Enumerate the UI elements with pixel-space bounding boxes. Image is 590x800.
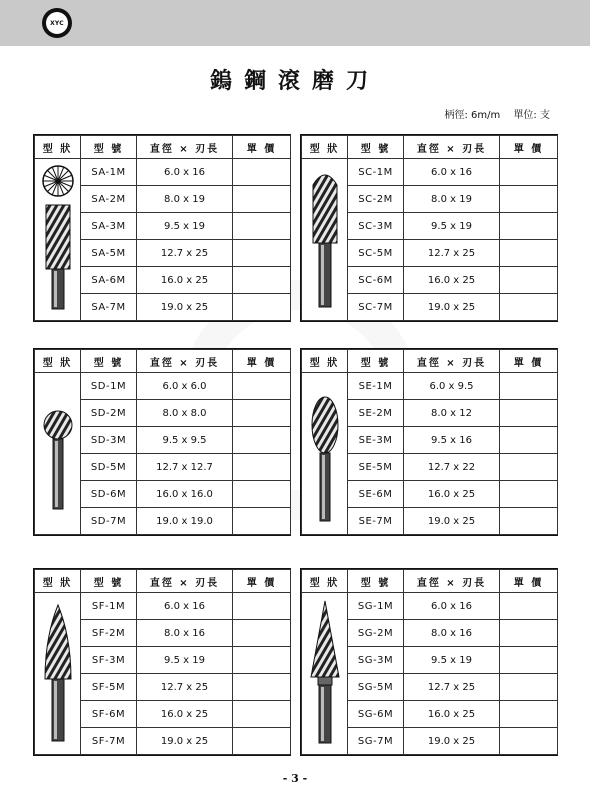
size-cell: 9.5 x 16 — [404, 427, 500, 454]
price-cell — [500, 481, 558, 508]
model-cell: SD-2M — [81, 400, 137, 427]
page-number: - 3 - — [282, 772, 308, 785]
size-cell: 12.7 x 12.7 — [137, 454, 233, 481]
model-cell: SC-5M — [348, 240, 404, 267]
table-row — [302, 373, 558, 400]
model-cell: SA-5M — [81, 240, 137, 267]
price-cell — [233, 267, 291, 294]
size-cell: 8.0 x 19 — [404, 186, 500, 213]
size-cell: 12.7 x 25 — [137, 240, 233, 267]
model-cell: SD-7M — [81, 508, 137, 535]
model-cell: SG-6M — [348, 701, 404, 728]
size-cell: 8.0 x 16 — [404, 620, 500, 647]
col-header-price: 單 價 — [233, 570, 291, 593]
model-cell: SC-6M — [348, 267, 404, 294]
price-cell — [233, 647, 291, 674]
size-cell: 16.0 x 25 — [404, 701, 500, 728]
size-cell: 8.0 x 16 — [137, 620, 233, 647]
price-cell — [500, 508, 558, 535]
model-cell: SG-2M — [348, 620, 404, 647]
logo-text: XYC — [46, 12, 68, 34]
model-cell: SF-7M — [81, 728, 137, 755]
price-cell — [500, 701, 558, 728]
price-cell — [233, 213, 291, 240]
price-cell — [233, 400, 291, 427]
size-cell: 19.0 x 25 — [137, 728, 233, 755]
col-header-shape: 型 狀 — [302, 570, 348, 593]
model-cell: SG-1M — [348, 593, 404, 620]
col-header-shape: 型 狀 — [35, 350, 81, 373]
spec-table — [34, 569, 291, 755]
price-cell — [500, 674, 558, 701]
model-cell: SA-3M — [81, 213, 137, 240]
size-cell: 9.5 x 19 — [404, 213, 500, 240]
col-header-model: 型 號 — [348, 350, 404, 373]
price-cell — [500, 294, 558, 321]
model-cell: SG-5M — [348, 674, 404, 701]
price-cell — [233, 728, 291, 755]
price-cell — [233, 427, 291, 454]
size-cell: 9.5 x 19 — [404, 647, 500, 674]
panel-sc — [300, 134, 558, 322]
table-row — [302, 159, 558, 186]
ball-burr-icon — [35, 373, 81, 535]
col-header-model: 型 號 — [81, 350, 137, 373]
spec-table — [301, 569, 558, 755]
panel-sd — [33, 348, 291, 536]
panel-sg — [300, 568, 558, 756]
model-cell: SE-6M — [348, 481, 404, 508]
price-cell — [500, 728, 558, 755]
model-cell: SC-3M — [348, 213, 404, 240]
size-cell: 12.7 x 22 — [404, 454, 500, 481]
model-cell: SE-2M — [348, 400, 404, 427]
table-row — [302, 593, 558, 620]
size-cell: 9.5 x 9.5 — [137, 427, 233, 454]
model-cell: SD-1M — [81, 373, 137, 400]
size-cell: 19.0 x 25 — [137, 294, 233, 321]
cylinder-burr-icon — [35, 159, 81, 321]
price-cell — [233, 186, 291, 213]
price-cell — [500, 593, 558, 620]
size-cell: 6.0 x 16 — [404, 593, 500, 620]
col-header-size: 直徑 × 刃長 — [137, 570, 233, 593]
price-cell — [500, 213, 558, 240]
round-end-cylinder-burr-icon — [302, 159, 348, 321]
col-header-size: 直徑 × 刃長 — [137, 350, 233, 373]
panel-sa — [33, 134, 291, 322]
col-header-model: 型 號 — [348, 570, 404, 593]
col-header-shape: 型 狀 — [302, 136, 348, 159]
size-cell: 16.0 x 25 — [137, 701, 233, 728]
model-cell: SC-1M — [348, 159, 404, 186]
price-cell — [233, 674, 291, 701]
size-cell: 19.0 x 25 — [404, 508, 500, 535]
model-cell: SD-3M — [81, 427, 137, 454]
model-cell: SF-6M — [81, 701, 137, 728]
size-cell: 19.0 x 19.0 — [137, 508, 233, 535]
model-cell: SA-6M — [81, 267, 137, 294]
size-cell: 6.0 x 9.5 — [404, 373, 500, 400]
brand-logo-icon — [42, 8, 72, 38]
price-cell — [500, 373, 558, 400]
model-cell: SF-2M — [81, 620, 137, 647]
col-header-model: 型 號 — [348, 136, 404, 159]
size-cell: 8.0 x 8.0 — [137, 400, 233, 427]
price-cell — [233, 159, 291, 186]
model-cell: SF-1M — [81, 593, 137, 620]
col-header-price: 單 價 — [233, 350, 291, 373]
price-cell — [500, 427, 558, 454]
header-band — [0, 0, 590, 46]
price-cell — [233, 240, 291, 267]
unit-label: 單位: 支 — [513, 110, 550, 121]
size-cell: 6.0 x 6.0 — [137, 373, 233, 400]
size-cell: 16.0 x 16.0 — [137, 481, 233, 508]
model-cell: SG-7M — [348, 728, 404, 755]
col-header-shape: 型 狀 — [35, 136, 81, 159]
table-row — [35, 593, 291, 620]
size-cell: 12.7 x 25 — [137, 674, 233, 701]
size-cell: 12.7 x 25 — [404, 674, 500, 701]
table-row — [35, 373, 291, 400]
col-header-size: 直徑 × 刃長 — [137, 136, 233, 159]
spec-table — [34, 349, 291, 535]
size-cell: 9.5 x 19 — [137, 647, 233, 674]
col-header-size: 直徑 × 刃長 — [404, 350, 500, 373]
spec-table — [301, 135, 558, 321]
price-cell — [233, 593, 291, 620]
price-cell — [500, 620, 558, 647]
price-cell — [500, 186, 558, 213]
col-header-model: 型 號 — [81, 136, 137, 159]
tree-radius-burr-icon — [35, 593, 81, 755]
size-cell: 9.5 x 19 — [137, 213, 233, 240]
model-cell: SD-6M — [81, 481, 137, 508]
size-cell: 16.0 x 25 — [404, 481, 500, 508]
model-cell: SE-5M — [348, 454, 404, 481]
col-header-price: 單 價 — [500, 350, 558, 373]
size-cell: 8.0 x 19 — [137, 186, 233, 213]
size-cell: 6.0 x 16 — [404, 159, 500, 186]
model-cell: SD-5M — [81, 454, 137, 481]
page-title: 鎢鋼滾磨刀 — [209, 69, 380, 94]
size-cell: 12.7 x 25 — [404, 240, 500, 267]
price-cell — [233, 481, 291, 508]
model-cell: SC-7M — [348, 294, 404, 321]
price-cell — [233, 294, 291, 321]
table-row — [35, 159, 291, 186]
price-cell — [500, 240, 558, 267]
model-cell: SF-5M — [81, 674, 137, 701]
model-cell: SE-7M — [348, 508, 404, 535]
size-cell: 19.0 x 25 — [404, 294, 500, 321]
col-header-model: 型 號 — [81, 570, 137, 593]
shank-note: 柄徑: 6m/m — [444, 110, 501, 121]
price-cell — [233, 454, 291, 481]
price-cell — [233, 508, 291, 535]
spec-table — [34, 135, 291, 321]
unit-note — [444, 106, 550, 121]
price-cell — [233, 620, 291, 647]
col-header-size: 直徑 × 刃長 — [404, 570, 500, 593]
col-header-price: 單 價 — [233, 136, 291, 159]
col-header-size: 直徑 × 刃長 — [404, 136, 500, 159]
col-header-shape: 型 狀 — [302, 350, 348, 373]
size-cell: 6.0 x 16 — [137, 593, 233, 620]
oval-burr-icon — [302, 373, 348, 535]
model-cell: SE-3M — [348, 427, 404, 454]
size-cell: 16.0 x 25 — [137, 267, 233, 294]
price-cell — [500, 400, 558, 427]
size-cell: 16.0 x 25 — [404, 267, 500, 294]
panel-se — [300, 348, 558, 536]
model-cell: SA-7M — [81, 294, 137, 321]
col-header-price: 單 價 — [500, 136, 558, 159]
model-cell: SF-3M — [81, 647, 137, 674]
price-cell — [233, 373, 291, 400]
panel-sf — [33, 568, 291, 756]
size-cell: 8.0 x 12 — [404, 400, 500, 427]
size-cell: 19.0 x 25 — [404, 728, 500, 755]
size-cell: 6.0 x 16 — [137, 159, 233, 186]
price-cell — [500, 267, 558, 294]
col-header-price: 單 價 — [500, 570, 558, 593]
price-cell — [500, 647, 558, 674]
price-cell — [500, 454, 558, 481]
price-cell — [500, 159, 558, 186]
model-cell: SE-1M — [348, 373, 404, 400]
spec-table — [301, 349, 558, 535]
col-header-shape: 型 狀 — [35, 570, 81, 593]
tree-pointed-burr-icon — [302, 593, 348, 755]
model-cell: SC-2M — [348, 186, 404, 213]
model-cell: SA-2M — [81, 186, 137, 213]
model-cell: SA-1M — [81, 159, 137, 186]
model-cell: SG-3M — [348, 647, 404, 674]
price-cell — [233, 701, 291, 728]
